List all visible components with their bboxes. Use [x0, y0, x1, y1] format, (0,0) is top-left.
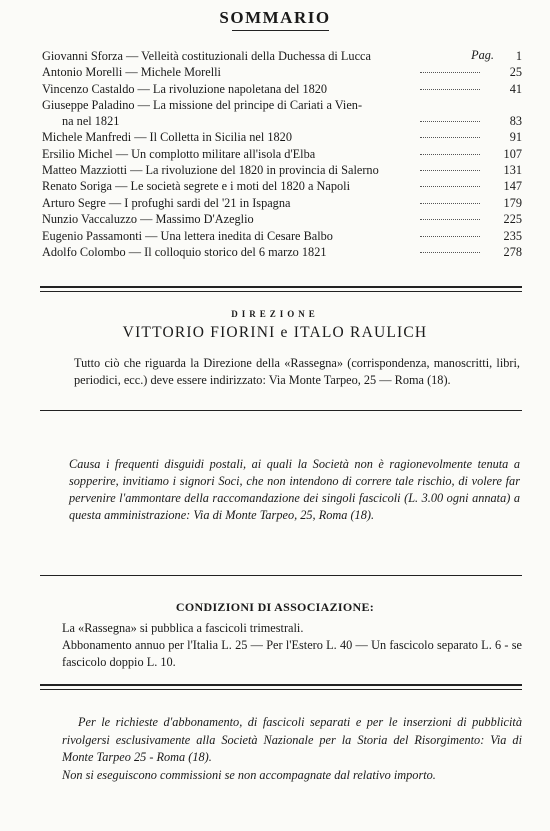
toc-leader-dots: [420, 89, 480, 90]
toc-entry: [42, 162, 522, 178]
toc-entry: [42, 211, 522, 227]
condizioni-text: [62, 620, 522, 671]
toc-entry: [42, 178, 522, 194]
toc-leader-dots: [420, 72, 480, 73]
toc-leader-dots: [420, 252, 480, 253]
divider-notice: [40, 575, 522, 576]
direzione-text: Tutto ciò che riguarda la Direzione della «Rassegna» (corrispondenza, manoscritti, libri, periodici, ecc.) deve essere indirizzato: Via Monte Tarpeo, 25 — Roma (18).: [74, 356, 520, 387]
toc-entry: [42, 244, 522, 260]
toc-entry-text: Renato Soriga — Le società segrete e i moti del 1820 a Napoli: [42, 179, 351, 194]
footer-text: [62, 714, 522, 784]
toc-page-number: 1: [515, 49, 522, 63]
toc-entry-text-continued: na nel 1821: [62, 114, 120, 129]
divider-thick: [40, 286, 522, 288]
toc-entry-text: Adolfo Colombo — Il colloquio storico del 6 marzo 1821: [42, 244, 327, 259]
toc-entry-text: Ersilio Michel — Un complotto militare all'isola d'Elba: [42, 146, 316, 161]
toc-entry: [42, 48, 522, 64]
condizioni-line-1: La «Rassegna» si pubblica a fascicoli trimestrali.: [62, 621, 304, 635]
toc-page-number: 131: [503, 162, 522, 177]
toc-page-number: 41: [509, 81, 522, 96]
postal-notice: Causa i frequenti disguidi postali, ai quali la Società non è ragionevolmente tenuta a sopperire, invitiamo i signori Soci, che non intendono di correre tale rischio, di volere far pervenire l'ammontare della raccomandazione dei singoli fascicoli (L. 3.00 ogni annata) a questa amministrazione: Via di Monte Tarpeo, 25, Roma (18).: [69, 457, 520, 522]
toc-entry: [42, 228, 522, 244]
condizioni-title: CONDIZIONI DI ASSOCIAZIONE:: [175, 600, 375, 614]
toc-page-number: 225: [503, 212, 522, 227]
toc-leader-dots: [420, 154, 480, 155]
page-title: SOMMARIO: [219, 8, 331, 27]
toc-entry-text: Nunzio Vaccaluzzo — Massimo D'Azeglio: [42, 212, 254, 227]
toc-entry-text: Michele Manfredi — Il Colletta in Sicilia nel 1820: [42, 130, 292, 145]
divider-direzione: [40, 410, 522, 411]
toc-leader-dots: [420, 137, 480, 138]
toc-leader-dots: [420, 170, 480, 171]
toc-leader-dots: [420, 121, 480, 122]
toc-entry: [42, 129, 522, 145]
footer-line-1: Per le richieste d'abbonamento, di fascicoli separati e per le inserzioni di pubblicità rivolgersi esclusivamente alla Società Nazionale per la Storia del Risorgimento: Via di Monte Tarpeo 25 - Roma (18).: [62, 715, 522, 764]
toc-page-number: 147: [503, 179, 522, 194]
footer-line-2: Non si eseguiscono commissioni se non accompagnate dal relativo importo.: [62, 767, 436, 782]
toc-entry-text: Matteo Mazziotti — La rivoluzione del 1820 in provincia di Salerno: [42, 162, 379, 177]
table-of-contents: [42, 48, 522, 260]
toc-page-number: 235: [503, 228, 522, 243]
toc-page-label: Pag.: [471, 48, 494, 62]
toc-leader-dots: [420, 219, 480, 220]
toc-entry-text: Vincenzo Castaldo — La rivoluzione napoletana del 1820: [42, 81, 328, 96]
toc-entry: [42, 81, 522, 97]
toc-entry-text: Arturo Segre — I profughi sardi del '21 in Ispagna: [42, 195, 291, 210]
toc-entry-text: Antonio Morelli — Michele Morelli: [42, 65, 221, 80]
toc-page-number: 107: [503, 146, 522, 161]
toc-entry: [42, 195, 522, 211]
title-underline: [232, 30, 329, 31]
toc-page-number: 25: [509, 65, 522, 80]
direzione-label: DIREZIONE: [231, 309, 319, 319]
toc-entry-text: Eugenio Passamonti — Una lettera inedita di Cesare Balbo: [42, 228, 333, 243]
toc-entry-text: Giuseppe Paladino — La missione del principe di Cariati a Vien-: [42, 98, 363, 113]
toc-page-number: 278: [503, 244, 522, 259]
toc-entry: [42, 146, 522, 162]
toc-page-number: 83: [509, 114, 522, 129]
toc-page-number: 179: [503, 195, 522, 210]
toc-entry: [42, 97, 522, 129]
divider-thin: [40, 291, 522, 292]
toc-page-number: 91: [509, 130, 522, 145]
condizioni-line-2: Abbonamento annuo per l'Italia L. 25 — Per l'Estero L. 40 — Un fascicolo separato L. 6 - se fascicolo doppio L. 10.: [62, 638, 522, 669]
toc-leader-dots: [420, 186, 480, 187]
divider-cond-thick: [40, 684, 522, 686]
toc-entry-text: Giovanni Sforza — Velleità costituzionali della Duchessa di Lucca: [42, 49, 371, 63]
toc-entry: [42, 64, 522, 80]
toc-leader-dots: [420, 236, 480, 237]
direzione-names: VITTORIO FIORINI e ITALO RAULICH: [122, 324, 428, 341]
toc-leader-dots: [420, 203, 480, 204]
divider-cond-thin: [40, 689, 522, 690]
